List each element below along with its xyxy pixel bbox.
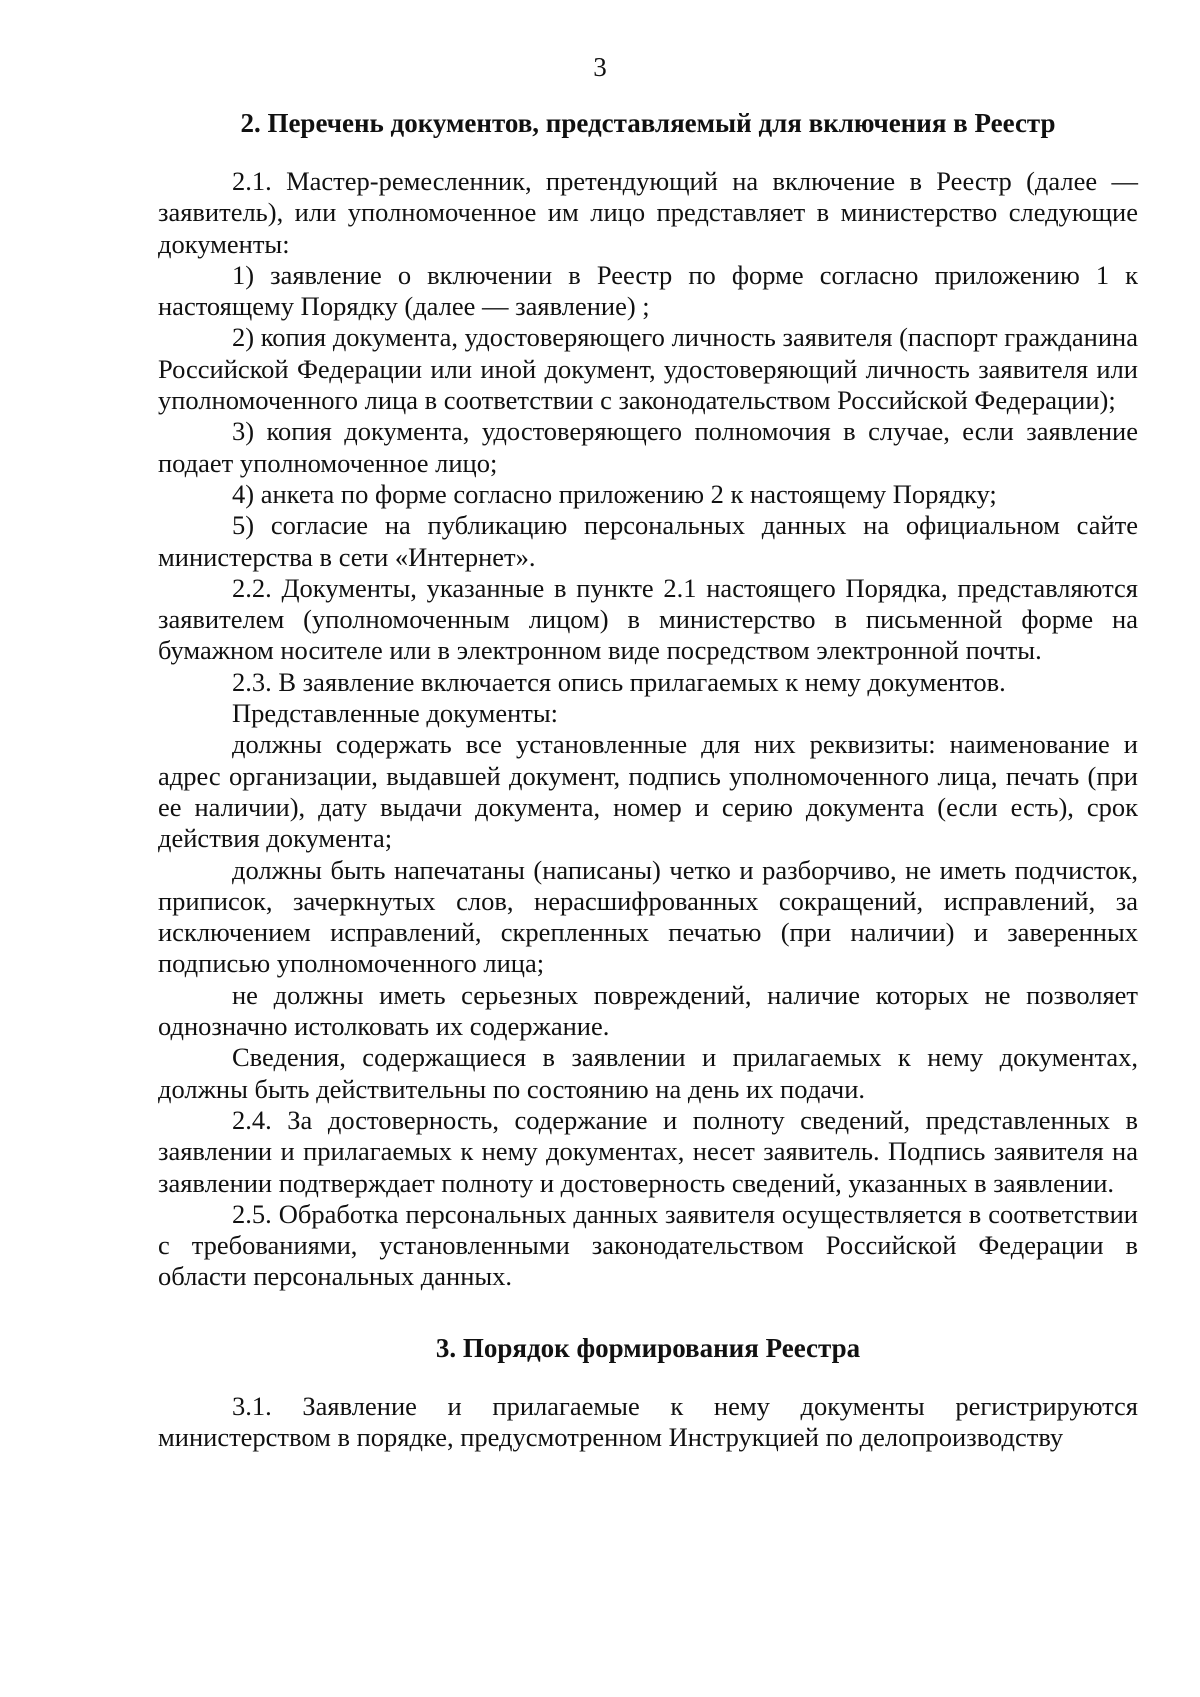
list-item-3: 3) копия документа, удостоверяющего полномочия в случае, если заявление подает уполномоченное лицо; <box>158 416 1138 478</box>
list-item-1: 1) заявление о включении в Реестр по форме согласно приложению 1 к настоящему Порядку (далее — заявление) ; <box>158 259 1138 322</box>
page-number: 3 <box>593 52 607 82</box>
paragraph-documents-intro: Представленные документы: <box>232 698 559 729</box>
list-item-4: 4) анкета по форме согласно приложению 2 к настоящему Порядку; <box>232 478 997 509</box>
section-2-title: 2. Перечень документов, представляемый для включения в Реестр <box>240 108 1056 138</box>
paragraph-3-1: 3.1. Заявление и прилагаемые к нему документы регистрируются министерством в порядке, предусмотренном Инструкцией по делопроизводству <box>158 1390 1138 1452</box>
paragraph-2-3: 2.3. В заявление включается опись прилагаемых к нему документов. <box>232 666 1006 697</box>
paragraph-legibility: должны быть напечатаны (написаны) четко и разборчиво, не иметь подчисток, приписок, зачеркнутых слов, нерасшифрованных сокращений, исправлений, за исключением исправлений, скрепленных печатью (при наличии) и заверенных подписью уполномоченного лица; <box>158 854 1138 979</box>
paragraph-damage: не должны иметь серьезных повреждений, наличие которых не позволяет однозначно истолковать их содержание. <box>158 979 1138 1042</box>
paragraph-2-5: 2.5. Обработка персональных данных заявителя осуществляется в соответствии с требованиями, установленными законодательством Российской Федерации в области персональных данных. <box>158 1198 1138 1292</box>
paragraph-2-1: 2.1. Мастер-ремесленник, претендующий на включение в Реестр (далее — заявитель), или уполномоченное им лицо представляет в министерство следующие документы: <box>158 166 1138 259</box>
section-3-title: 3. Порядок формирования Реестра <box>435 1332 861 1363</box>
list-item-5: 5) согласие на публикацию персональных данных на официальном сайте министерства в сети «Интернет». <box>158 510 1138 572</box>
paragraph-validity: Сведения, содержащиеся в заявлении и прилагаемых к нему документах, должны быть действительны по состоянию на день их подачи. <box>158 1042 1138 1104</box>
paragraph-2-4: 2.4. За достоверность, содержание и полноту сведений, представленных в заявлении и прилагаемых к нему документах, несет заявитель. Подпись заявителя на заявлении подтверждает полноту и достоверность сведений, указанных в заявлении. <box>158 1104 1138 1198</box>
paragraph-2-2: 2.2. Документы, указанные в пункте 2.1 настоящего Порядка, представляются заявителем (уполномоченным лицом) в министерство в письменной форме на бумажном носителе или в электронном виде посредством электронной почты. <box>158 572 1138 666</box>
section-3-body <box>158 1391 1138 1454</box>
section-2-body <box>158 166 1138 1293</box>
paragraph-requisites: должны содержать все установленные для них реквизиты: наименование и адрес организации, выдавшей документ, подпись уполномоченного лица, печать (при ее наличии), дату выдачи документа, номер и серию документа (если есть), срок действия документа; <box>158 729 1138 854</box>
document-body <box>158 106 1138 1453</box>
list-item-2: 2) копия документа, удостоверяющего личность заявителя (паспорт гражданина Российской Федерации или иной документ, удостоверяющий личность заявителя или уполномоченного лица в соответствии с законодательством Российской Федерации); <box>158 322 1138 416</box>
